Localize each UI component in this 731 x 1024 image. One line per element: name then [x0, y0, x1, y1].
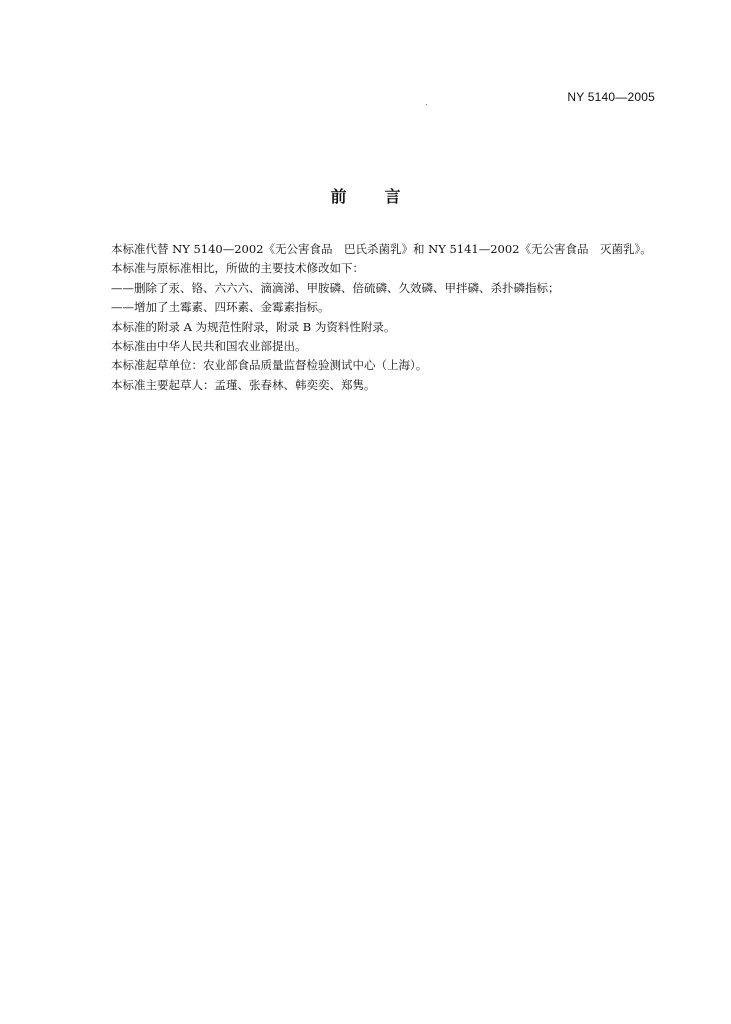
- scan-speck: [426, 104, 427, 105]
- paragraph-proposer: 本标准由中华人民共和国农业部提出。: [111, 339, 307, 354]
- paragraph-change-added: ——增加了土霉素、四环素、金霉素指标。: [111, 300, 330, 315]
- paragraph-annexes: 本标准的附录 A 为规范性附录，附录 B 为资料性附录。: [111, 319, 396, 334]
- paragraph-replacement: 本标准代替 NY 5140—2002《无公害食品 巴氏杀菌乳》和 NY 5141—2002《无公害食品 灭菌乳》。: [111, 242, 652, 256]
- title-char-1: 前: [330, 187, 347, 206]
- foreword-body: [88, 240, 660, 395]
- paragraph-change-removed: ——删除了汞、铬、六六六、滴滴涕、甲胺磷、倍硫磷、久效磷、甲拌磷、杀扑磷指标；: [111, 280, 560, 295]
- standard-code: NY 5140—2005: [567, 90, 655, 104]
- paragraph-drafters: 本标准主要起草人：孟瑾、张春林、韩奕奕、郑隽。: [111, 377, 376, 392]
- paragraph-changes-intro: 本标准与原标准相比，所做的主要技术修改如下：: [111, 261, 364, 276]
- paragraph-drafting-unit: 本标准起草单位：农业部食品质量监督检验测试中心（上海）。: [111, 358, 428, 373]
- page-title: [0, 184, 731, 207]
- title-char-2: 言: [384, 187, 401, 206]
